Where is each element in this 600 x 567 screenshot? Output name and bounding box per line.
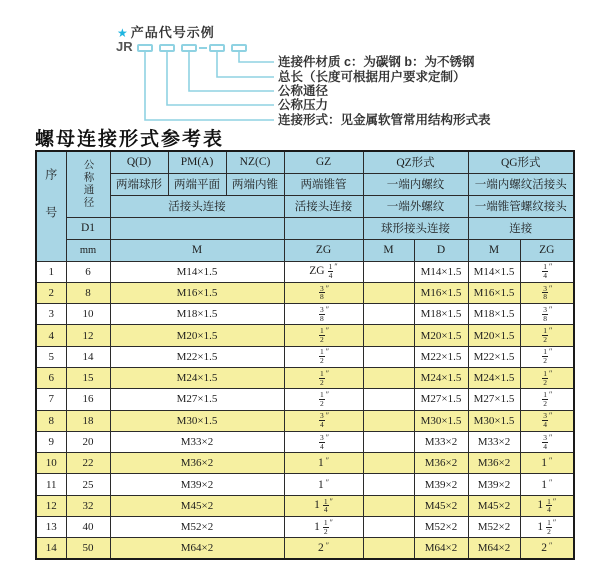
qz-m-value bbox=[363, 389, 414, 410]
header-blank-m bbox=[110, 217, 284, 239]
header-unit-zg: ZG bbox=[284, 239, 363, 261]
header-qz-sub1: 一端内螺纹 bbox=[363, 173, 468, 195]
nominal-diameter-value: 20 bbox=[66, 431, 110, 452]
label-nominal-diameter: 公称通径 bbox=[278, 84, 329, 98]
header-gz-union-joint: 活接头连接 bbox=[284, 195, 363, 217]
qz-d-value: M36×2 bbox=[414, 453, 468, 474]
qz-d-value: M22×1.5 bbox=[414, 346, 468, 367]
table-row bbox=[36, 538, 574, 559]
m-thread-value: M16×1.5 bbox=[110, 282, 284, 303]
qg-m-value: M18×1.5 bbox=[468, 304, 520, 325]
row-number: 5 bbox=[36, 346, 66, 367]
gz-thread-value: $\frac{1}{2}$ ″ bbox=[284, 389, 363, 410]
row-number: 14 bbox=[36, 538, 66, 559]
qz-d-value: M16×1.5 bbox=[414, 282, 468, 303]
code-prefix: JR bbox=[116, 39, 133, 54]
qg-zg-value: $\frac{1}{2}$ ″ bbox=[520, 367, 574, 388]
row-number: 4 bbox=[36, 325, 66, 346]
qz-m-value bbox=[363, 410, 414, 431]
gz-thread-value: $\frac{3}{4}$ ″ bbox=[284, 410, 363, 431]
gz-thread-value: $\frac{3}{4}$ ″ bbox=[284, 431, 363, 452]
qg-zg-value: $\frac{1}{4}$ ″ bbox=[520, 261, 574, 282]
gz-thread-value: 1 ″ bbox=[284, 474, 363, 495]
qz-m-value bbox=[363, 453, 414, 474]
qg-m-value: M16×1.5 bbox=[468, 282, 520, 303]
header-pm-sub: 两端平面 bbox=[168, 173, 226, 195]
m-thread-value: M33×2 bbox=[110, 431, 284, 452]
qg-zg-value: 2 ″ bbox=[520, 538, 574, 559]
row-number: 9 bbox=[36, 431, 66, 452]
header-mm: mm bbox=[66, 239, 110, 261]
header-col-nz: NZ(C) bbox=[226, 151, 284, 173]
qg-m-value: M39×2 bbox=[468, 474, 520, 495]
m-thread-value: M27×1.5 bbox=[110, 389, 284, 410]
label-connection-form: 连接形式：见金属软管常用结构形式表 bbox=[278, 113, 491, 127]
qz-d-value: M20×1.5 bbox=[414, 325, 468, 346]
qg-m-value: M45×2 bbox=[468, 495, 520, 516]
table-row bbox=[36, 304, 574, 325]
nominal-diameter-value: 12 bbox=[66, 325, 110, 346]
table-row bbox=[36, 474, 574, 495]
qz-m-value bbox=[363, 495, 414, 516]
header-qg-form: QG形式 bbox=[468, 151, 574, 173]
header-nominal-diameter: 公称通径 bbox=[66, 151, 110, 217]
row-number: 10 bbox=[36, 453, 66, 474]
row-number: 7 bbox=[36, 389, 66, 410]
gz-thread-value: ZG $\frac{1}{4}$ ″ bbox=[284, 261, 363, 282]
nominal-diameter-value: 22 bbox=[66, 453, 110, 474]
qz-d-value: M14×1.5 bbox=[414, 261, 468, 282]
header-blank-gz bbox=[284, 217, 363, 239]
qg-zg-value: 1 $\frac{1}{2}$ ″ bbox=[520, 517, 574, 538]
m-thread-value: M52×2 bbox=[110, 517, 284, 538]
qz-m-value bbox=[363, 282, 414, 303]
header-gz-sub: 两端锥管 bbox=[284, 173, 363, 195]
row-number: 13 bbox=[36, 517, 66, 538]
qg-zg-value: $\frac{3}{4}$ ″ bbox=[520, 431, 574, 452]
m-thread-value: M18×1.5 bbox=[110, 304, 284, 325]
gz-thread-value: $\frac{1}{2}$ ″ bbox=[284, 325, 363, 346]
row-number: 11 bbox=[36, 474, 66, 495]
qz-d-value: M33×2 bbox=[414, 431, 468, 452]
label-nominal-pressure: 公称压力 bbox=[278, 98, 329, 112]
header-union-joint: 活接头连接 bbox=[110, 195, 284, 217]
qz-m-value bbox=[363, 538, 414, 559]
qg-m-value: M36×2 bbox=[468, 453, 520, 474]
table-header bbox=[36, 151, 574, 261]
header-serial: 序号 bbox=[36, 151, 66, 261]
nominal-diameter-value: 10 bbox=[66, 304, 110, 325]
m-thread-value: M45×2 bbox=[110, 495, 284, 516]
nominal-diameter-value: 8 bbox=[66, 282, 110, 303]
gz-thread-value: 1 ″ bbox=[284, 453, 363, 474]
header-unit-m: M bbox=[110, 239, 284, 261]
qz-m-value bbox=[363, 431, 414, 452]
m-thread-value: M20×1.5 bbox=[110, 325, 284, 346]
nominal-diameter-value: 32 bbox=[66, 495, 110, 516]
header-unit-qg-m: M bbox=[468, 239, 520, 261]
qz-m-value bbox=[363, 517, 414, 538]
header-col-gz: GZ bbox=[284, 151, 363, 173]
m-thread-value: M24×1.5 bbox=[110, 367, 284, 388]
gz-thread-value: 1 $\frac{1}{4}$ ″ bbox=[284, 495, 363, 516]
row-number: 3 bbox=[36, 304, 66, 325]
header-qz-form: QZ形式 bbox=[363, 151, 468, 173]
table-row bbox=[36, 431, 574, 452]
qg-zg-value: 1 ″ bbox=[520, 474, 574, 495]
qz-m-value bbox=[363, 367, 414, 388]
gz-thread-value: 2 ″ bbox=[284, 538, 363, 559]
header-qg-sub1: 一端内螺纹活接头 bbox=[468, 173, 574, 195]
qz-d-value: M30×1.5 bbox=[414, 410, 468, 431]
diagram-title-text: 产品代号示例 bbox=[130, 25, 215, 40]
header-nz-sub: 两端内锥 bbox=[226, 173, 284, 195]
table-row bbox=[36, 410, 574, 431]
qg-m-value: M14×1.5 bbox=[468, 261, 520, 282]
m-thread-value: M36×2 bbox=[110, 453, 284, 474]
nominal-diameter-value: 6 bbox=[66, 261, 110, 282]
m-thread-value: M22×1.5 bbox=[110, 346, 284, 367]
qg-m-value: M24×1.5 bbox=[468, 367, 520, 388]
table-row bbox=[36, 517, 574, 538]
nominal-diameter-value: 18 bbox=[66, 410, 110, 431]
qg-m-value: M30×1.5 bbox=[468, 410, 520, 431]
qz-d-value: M18×1.5 bbox=[414, 304, 468, 325]
gz-thread-value: $\frac{3}{8}$ ″ bbox=[284, 304, 363, 325]
qz-d-value: M39×2 bbox=[414, 474, 468, 495]
nominal-diameter-value: 25 bbox=[66, 474, 110, 495]
row-number: 2 bbox=[36, 282, 66, 303]
header-unit-qg-zg: ZG bbox=[520, 239, 574, 261]
qg-m-value: M22×1.5 bbox=[468, 346, 520, 367]
header-qg-sub2: 一端锥管螺纹接头 bbox=[468, 195, 574, 217]
qg-zg-value: $\frac{1}{2}$ ″ bbox=[520, 325, 574, 346]
row-number: 8 bbox=[36, 410, 66, 431]
header-col-q: Q(D) bbox=[110, 151, 168, 173]
qz-d-value: M24×1.5 bbox=[414, 367, 468, 388]
nominal-diameter-value: 15 bbox=[66, 367, 110, 388]
qz-m-value bbox=[363, 261, 414, 282]
header-ball-joint: 球形接头连接 bbox=[363, 217, 468, 239]
label-connector-material: 连接件材质 c：为碳钢 b：为不锈钢 bbox=[278, 55, 475, 69]
nominal-diameter-value: 16 bbox=[66, 389, 110, 410]
qz-d-value: M27×1.5 bbox=[414, 389, 468, 410]
qg-m-value: M52×2 bbox=[468, 517, 520, 538]
qg-zg-value: $\frac{3}{4}$ ″ bbox=[520, 410, 574, 431]
header-col-pm: PM(A) bbox=[168, 151, 226, 173]
qz-m-value bbox=[363, 474, 414, 495]
qz-d-value: M64×2 bbox=[414, 538, 468, 559]
qg-zg-value: $\frac{3}{8}$ ″ bbox=[520, 282, 574, 303]
header-connect: 连接 bbox=[468, 217, 574, 239]
qz-m-value bbox=[363, 325, 414, 346]
m-thread-value: M39×2 bbox=[110, 474, 284, 495]
gz-thread-value: 1 $\frac{1}{2}$ ″ bbox=[284, 517, 363, 538]
m-thread-value: M14×1.5 bbox=[110, 261, 284, 282]
qg-m-value: M33×2 bbox=[468, 431, 520, 452]
label-total-length: 总长（长度可根据用户要求定制） bbox=[278, 70, 466, 84]
qg-zg-value: $\frac{1}{2}$ ″ bbox=[520, 389, 574, 410]
header-q-sub: 两端球形 bbox=[110, 173, 168, 195]
table-row bbox=[36, 367, 574, 388]
table-row bbox=[36, 389, 574, 410]
gz-thread-value: $\frac{1}{2}$ ″ bbox=[284, 346, 363, 367]
qg-zg-value: $\frac{3}{8}$ ″ bbox=[520, 304, 574, 325]
qg-m-value: M64×2 bbox=[468, 538, 520, 559]
gz-thread-value: $\frac{3}{8}$ ″ bbox=[284, 282, 363, 303]
qz-d-value: M45×2 bbox=[414, 495, 468, 516]
row-number: 6 bbox=[36, 367, 66, 388]
star-icon: ★ bbox=[117, 26, 129, 40]
m-thread-value: M30×1.5 bbox=[110, 410, 284, 431]
nominal-diameter-value: 14 bbox=[66, 346, 110, 367]
row-number: 12 bbox=[36, 495, 66, 516]
header-qz-sub2: 一端外螺纹 bbox=[363, 195, 468, 217]
gz-thread-value: $\frac{1}{2}$ ″ bbox=[284, 367, 363, 388]
qg-m-value: M27×1.5 bbox=[468, 389, 520, 410]
header-d1: D1 bbox=[66, 217, 110, 239]
header-unit-qz-m: M bbox=[363, 239, 414, 261]
table-row bbox=[36, 325, 574, 346]
qz-m-value bbox=[363, 304, 414, 325]
m-thread-value: M64×2 bbox=[110, 538, 284, 559]
nominal-diameter-value: 50 bbox=[66, 538, 110, 559]
table-row bbox=[36, 261, 574, 282]
nominal-diameter-value: 40 bbox=[66, 517, 110, 538]
table-row bbox=[36, 282, 574, 303]
table-row bbox=[36, 495, 574, 516]
qg-zg-value: $\frac{1}{2}$ ″ bbox=[520, 346, 574, 367]
table-row bbox=[36, 346, 574, 367]
qg-zg-value: 1 $\frac{1}{4}$ ″ bbox=[520, 495, 574, 516]
table-row bbox=[36, 453, 574, 474]
qz-d-value: M52×2 bbox=[414, 517, 468, 538]
page-title: 螺母连接形式参考表 bbox=[35, 129, 225, 150]
qg-zg-value: 1 ″ bbox=[520, 453, 574, 474]
nut-connection-table bbox=[35, 150, 575, 560]
qz-m-value bbox=[363, 346, 414, 367]
table-body bbox=[36, 261, 574, 559]
header-unit-qz-d: D bbox=[414, 239, 468, 261]
qg-m-value: M20×1.5 bbox=[468, 325, 520, 346]
row-number: 1 bbox=[36, 261, 66, 282]
